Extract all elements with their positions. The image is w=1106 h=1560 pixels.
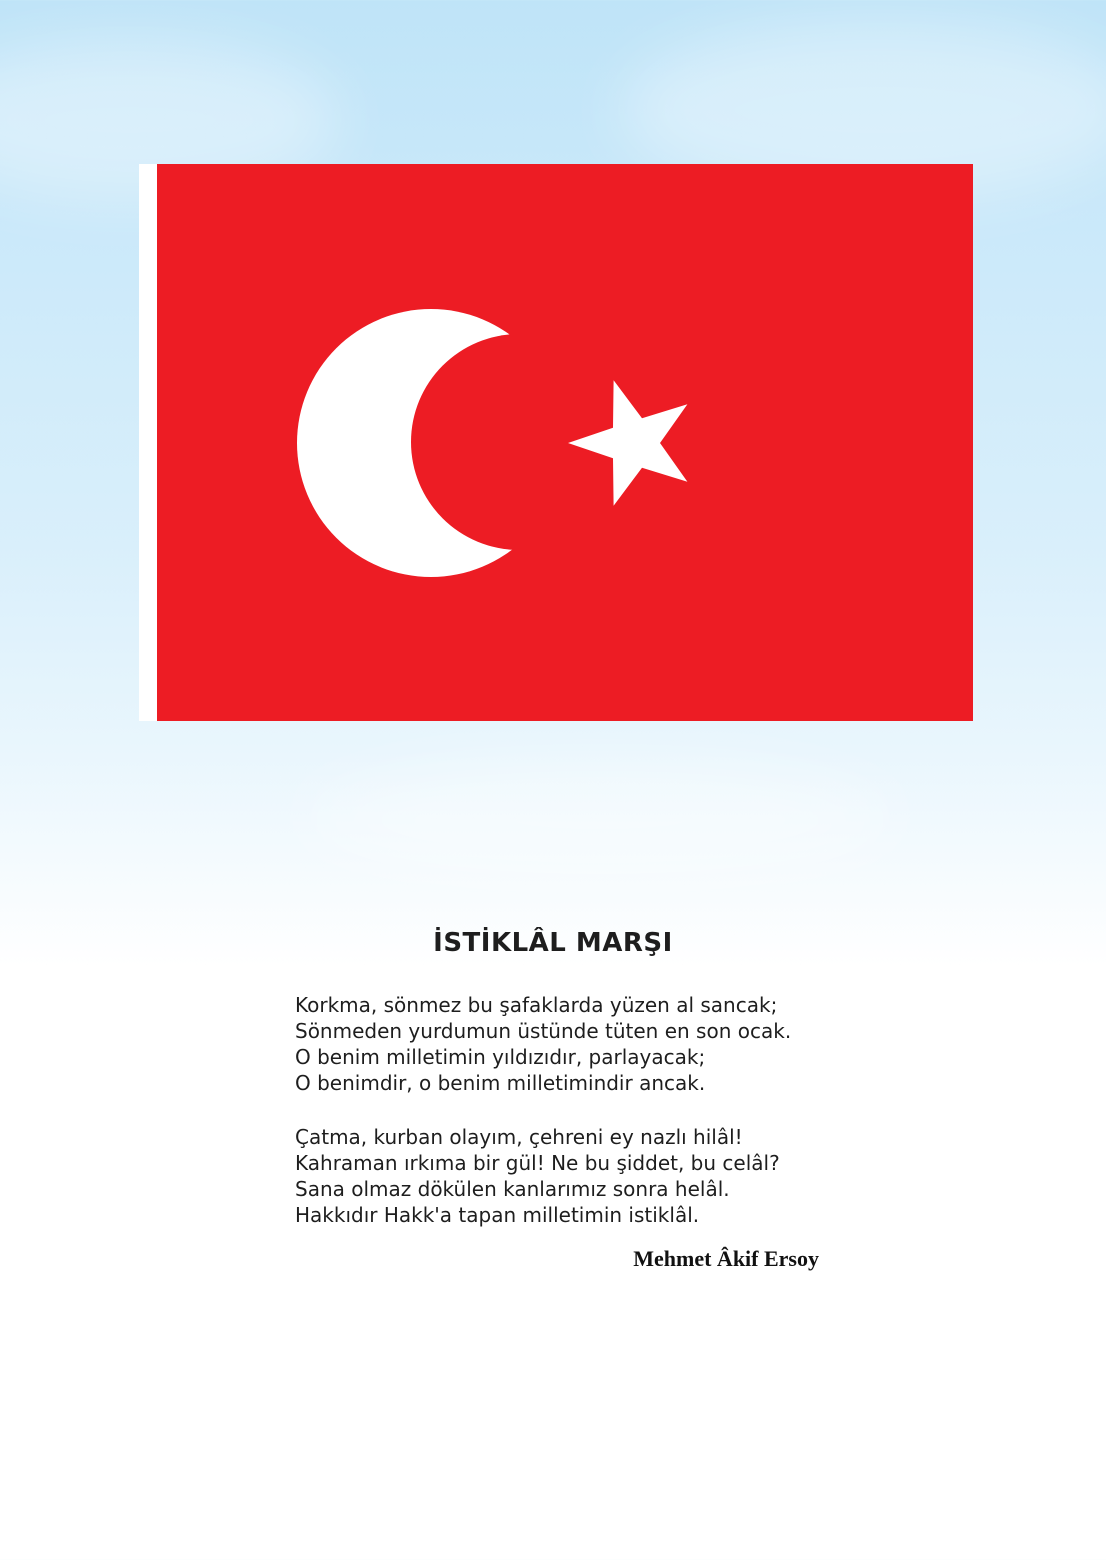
poem-line: Sana olmaz dökülen kanlarımız sonra helâl. — [295, 1177, 730, 1201]
poem-line: Korkma, sönmez bu şafaklarda yüzen al sancak; — [295, 993, 778, 1017]
poem-line: O benimdir, o benim milletimindir ancak. — [295, 1071, 706, 1095]
cloud — [300, 760, 900, 880]
poem-line: Hakkıdır Hakk'a tapan milletimin istiklâl. — [295, 1203, 700, 1227]
stanza-2 — [295, 1124, 855, 1228]
page-title: İSTİKLÂL MARŞI — [433, 928, 673, 958]
flag-field — [157, 164, 973, 721]
crescent-icon — [297, 309, 565, 577]
poem-line: O benim milletimin yıldızıdır, parlayacak; — [295, 1045, 706, 1069]
poem-line: Sönmeden yurdumun üstünde tüten en son ocak. — [295, 1019, 792, 1043]
author-name: Mehmet Âkif Ersoy — [633, 1246, 819, 1271]
turkish-flag — [139, 164, 973, 721]
poem-line: Kahraman ırkıma bir gül! Ne bu şiddet, bu celâl? — [295, 1151, 780, 1175]
poem-line: Çatma, kurban olayım, çehreni ey nazlı hilâl! — [295, 1125, 743, 1149]
stanza-1 — [295, 992, 855, 1096]
poem — [295, 992, 855, 1256]
